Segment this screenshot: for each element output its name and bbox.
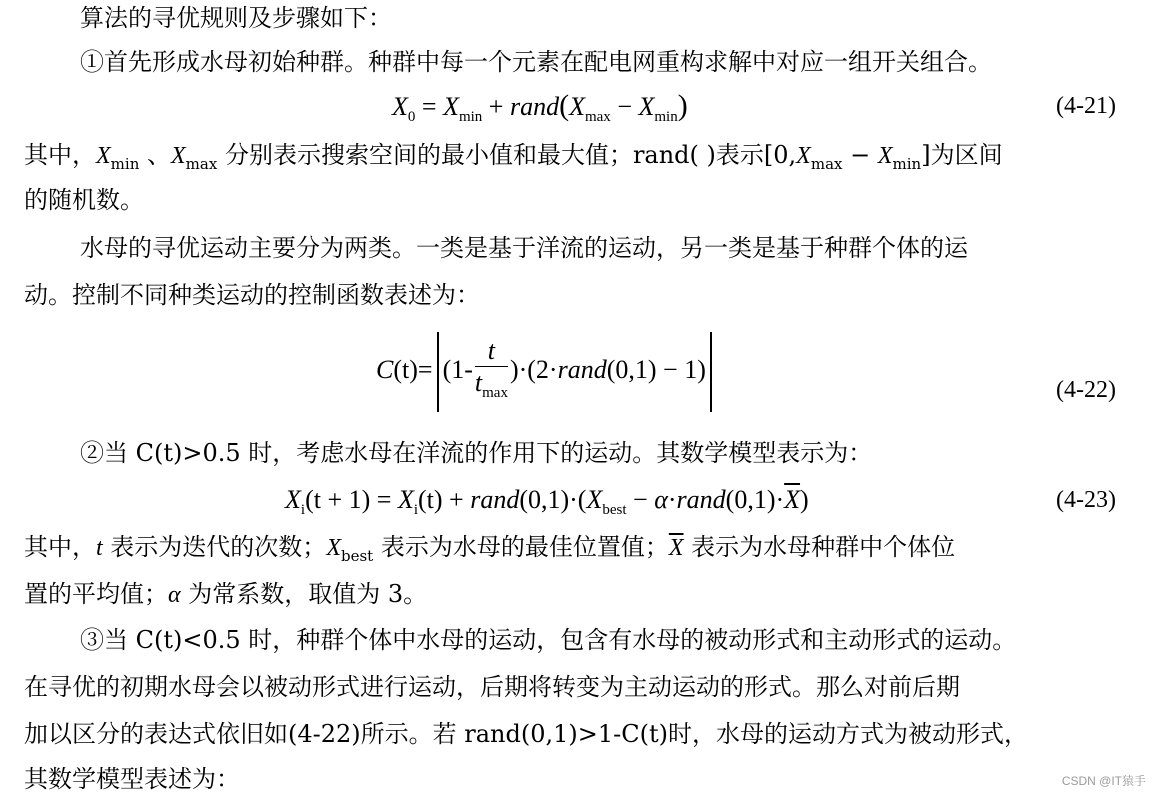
equation-number: (4-22) (1056, 377, 1116, 403)
paragraph-where-t-xbest: 其中，t 表示为迭代的次数；$X_{best}$ 表示为水母的最佳位置值；$\overline{X}$ 表示为水母种群中个体位 (24, 533, 956, 565)
paragraph-step1: ①首先形成水母初始种群。种群中每一个元素在配电网重构求解中对应一组开关组合。 (80, 48, 992, 76)
abs-bar-right (710, 332, 712, 412)
paragraph-step3-cont2: 加以区分的表达式依旧如(4-22)所示。若 rand(0,1)>1-C(t)时，水母的运动方式为被动形式， (24, 720, 1028, 748)
equation-4-23: $X_i(t + 1) = X_i(t)$ + $rand(0,1)\cdot(X_{best}$ − $\alpha\cdot rand(0,1)\cdot\overline{X}$) (4-23) (0, 480, 1116, 520)
paragraph-step2: ②当 C(t)>0.5 时，考虑水母在洋流的作用下的运动。其数学模型表示为： (80, 439, 873, 467)
paragraph-step3-cont1: 在寻优的初期水母会以被动形式进行运动，后期将转变为主动运动的形式。那么对前后期 (24, 673, 960, 701)
csdn-watermark: CSDN @IT猿手 (1061, 774, 1146, 788)
paragraph-step3: ③当 C(t)<0.5 时，种群个体中水母的运动，包含有水母的被动形式和主动形式的运动。 (80, 626, 1017, 654)
paragraph-alpha: 置的平均值；α 为常系数，取值为 3。 (24, 580, 428, 608)
paragraph-step3-cont3: 其数学模型表述为： (24, 765, 240, 793)
paragraph-motion-types: 水母的寻优运动主要分为两类。一类是基于洋流的运动，另一类是基于种群个体的运 (80, 234, 968, 262)
equation-number: (4-21) (1056, 93, 1116, 119)
paragraph-where-xmin-xmax: 其中，$X_{min}$ 、$X_{max}$ 分别表示搜索空间的最小值和最大值；rand( )表示$[0,X_{max} - X_{min}]$为区间 (24, 141, 1003, 173)
paragraph-intro: 算法的寻优规则及步骤如下： (80, 4, 392, 32)
equation-4-21: $X_0 = X_{min}$ + $rand(X_{max} - X_{min})$ (4-21) (0, 86, 1116, 126)
fraction: $\frac{t}{t_{max}}$ (474, 335, 508, 401)
abs-bar-left (437, 332, 439, 412)
paragraph-control-function: 动。控制不同种类运动的控制函数表述为： (24, 281, 480, 309)
paragraph-random-number: 的随机数。 (24, 186, 144, 214)
equation-4-22: C(t)= (1- $\frac{t}{t_{max}}$ )·(2·rand(0,1) − 1) (4-22) (0, 330, 1116, 410)
equation-number: (4-23) (1056, 487, 1116, 513)
